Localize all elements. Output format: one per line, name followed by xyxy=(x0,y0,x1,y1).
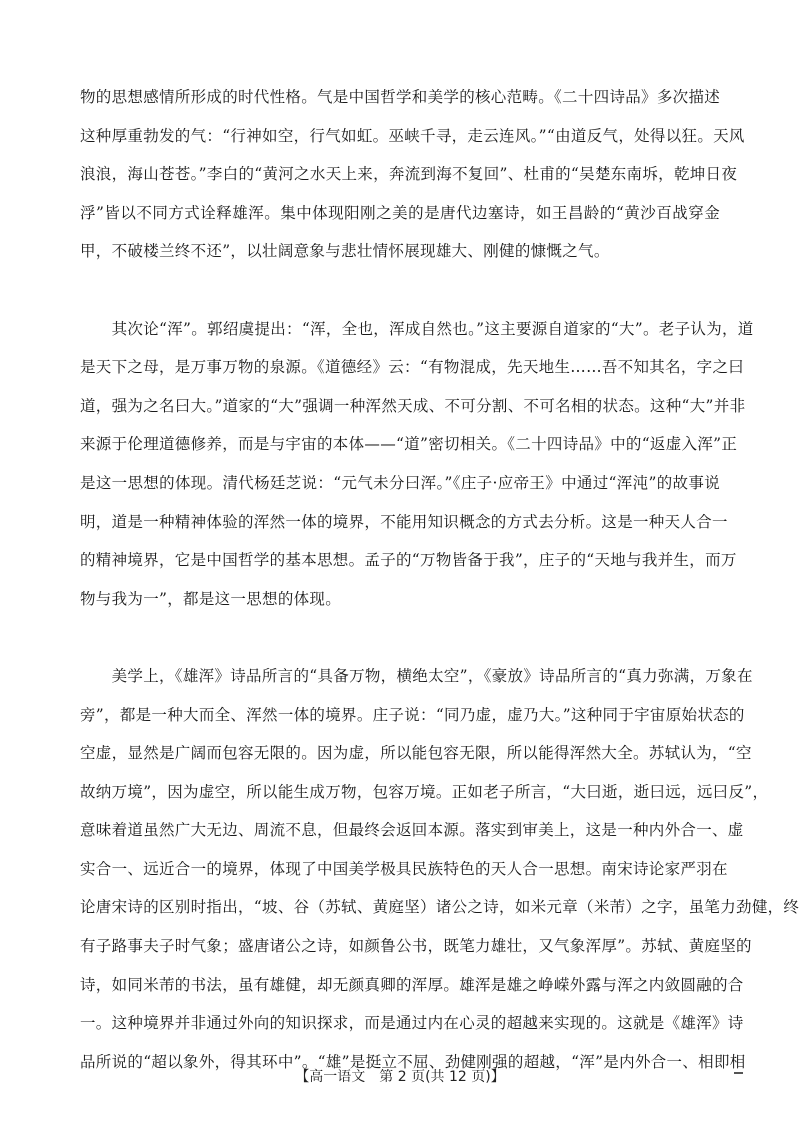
text-line: 一。这种境界并非通过外向的知识探求，而是通过内在心灵的超越来实现的。这就是《雄浑》诗 xyxy=(80,1014,744,1033)
text-line: 诗，如同米芾的书法，虽有雄健，却无颜真卿的浑厚。雄浑是雄之峥嵘外露与浑之内敛圆融的合 xyxy=(80,975,744,994)
corner-mark xyxy=(734,1072,743,1074)
text-line: 明，道是一种精神体验的浑然一体的境界，不能用知识概念的方式去分析。这是一种天人合一 xyxy=(80,512,728,531)
text-line: 论唐宋诗的区别时指出，“坡、谷（苏轼、黄庭坚）诸公之诗，如米元章（米芾）之字，虽笔力劲健，终 xyxy=(80,898,800,917)
text-line: 来源于伦理道德修养，而是与宇宙的本体——“道”密切相关。《二十四诗品》中的“返虚入浑”正 xyxy=(80,435,738,454)
text-line: 物的思想感情所形成的时代性格。气是中国哲学和美学的核心范畴。《二十四诗品》多次描述 xyxy=(80,88,721,106)
paragraph-gap xyxy=(80,618,720,657)
text-line: 物与我为一”，都是这一思想的体现。 xyxy=(80,589,342,608)
text-line: 是天下之母，是万事万物的泉源。《道德经》云：“有物混成，先天地生……吾不知其名，字之曰 xyxy=(80,358,745,377)
text-line: 实合一、远近合一的境界，体现了中国美学极具民族特色的天人合一思想。南宋诗论家严羽在 xyxy=(80,859,728,878)
text-line: 是这一思想的体现。清代杨廷芝说：“元气未分曰浑。”《庄子·应帝王》中通过“浑沌”的故事说 xyxy=(80,473,720,492)
text-line: 的精神境界，它是中国哲学的基本思想。孟子的“万物皆备于我”，庄子的“天地与我并生，而万 xyxy=(80,551,737,570)
text-line: 有子路事夫子时气象；盛唐诸公之诗，如颜鲁公书，既笔力雄壮，又气象浑厚”。苏轼、黄庭坚的 xyxy=(80,937,752,956)
page-footer: 【高一语文 第 2 页(共 12 页)】 xyxy=(295,1069,505,1085)
text-line: 意味着道虽然广大无边、周流不息，但最终会返回本源。落实到审美上，这是一种内外合一、虚 xyxy=(80,821,744,840)
text-line: 美学上，《雄浑》诗品所言的“具备万物，横绝太空”，《豪放》诗品所言的“真力弥满，万象在 xyxy=(80,666,753,685)
body-text xyxy=(80,78,800,1081)
text-line: 浮”皆以不同方式诠释雄浑。集中体现阳刚之美的是唐代边塞诗，如王昌龄的“黄沙百战穿金 xyxy=(80,203,720,222)
text-line: 故纳万境”，因为虚空，所以能生成万物，包容万境。正如老子所言，“大曰逝，逝曰远，远曰反”， xyxy=(80,782,769,801)
text-line: 甲，不破楼兰终不还”，以壮阔意象与悲壮情怀展现雄大、刚健的慷慨之气。 xyxy=(80,242,610,261)
text-line: 空虚，显然是广阔而包容无限的。因为虚，所以能包容无限，所以能得浑然大全。苏轼认为，“空 xyxy=(80,744,752,763)
text-line: 这种厚重勃发的气：“行神如空，行气如虹。巫峡千寻，走云连风。”“由道反气，处得以狂。天风 xyxy=(80,126,745,145)
paragraph-gap xyxy=(80,271,720,310)
text-line: 品所说的“超以象外，得其环中”。“雄”是挺立不屈、劲健刚强的超越，“浑”是内外合一、相即相 xyxy=(80,1052,746,1071)
text-line: 旁”，都是一种大而全、浑然一体的境界。庄子说：“同乃虚，虚乃大。”这种同于宇宙原始状态的 xyxy=(80,705,745,724)
text-line: 其次论“浑”。郭绍虞提出：“浑，全也，浑成自然也。”这主要源自道家的“大”。老子认为，道 xyxy=(80,319,754,338)
text-line: 道，强为之名曰大。”道家的“大”强调一种浑然天成、不可分割、不可名相的状态。这种“大”并非 xyxy=(80,396,746,415)
text-line: 浪浪，海山苍苍。”李白的“黄河之水天上来，奔流到海不复回”、杜甫的“吴楚东南坼，乾坤日夜 xyxy=(80,165,738,184)
